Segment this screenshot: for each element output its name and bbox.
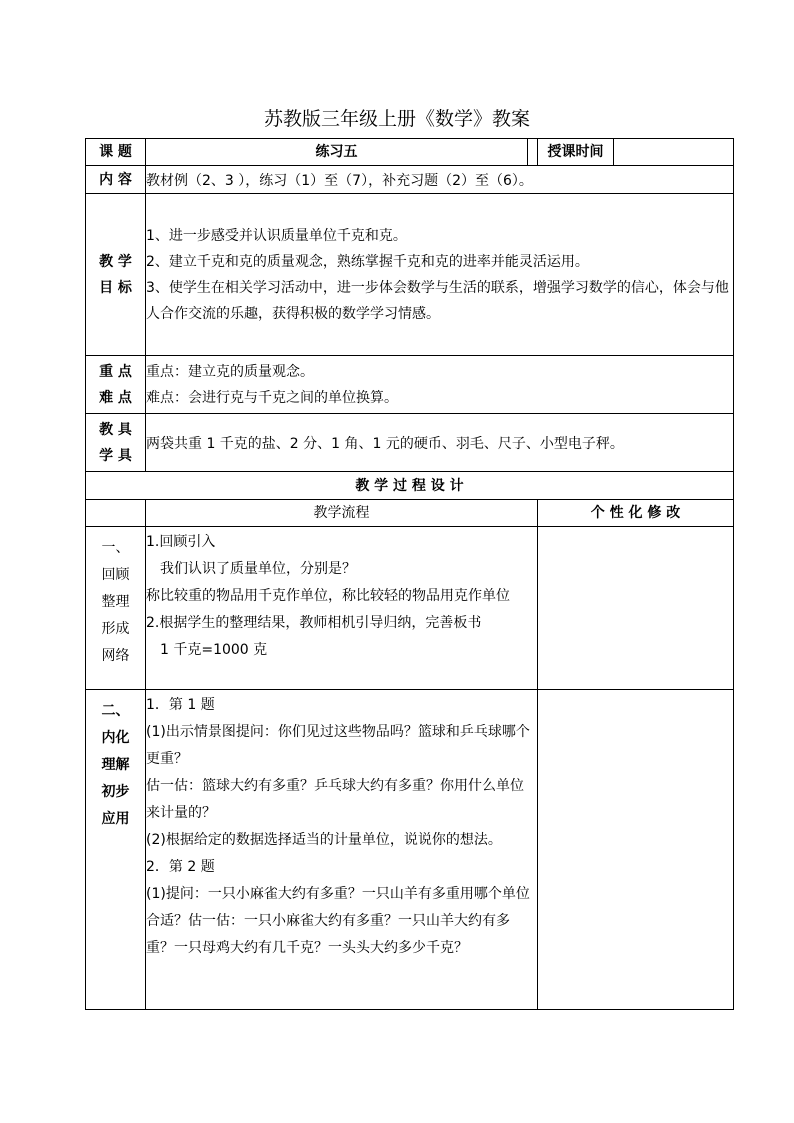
section-2-personal	[538, 690, 734, 1010]
section-label-line: 回顾	[101, 567, 130, 583]
label-tools-line2: 学 具	[99, 447, 132, 464]
label-key-line2: 难 点	[99, 389, 132, 406]
section-label-line: 网络	[101, 648, 130, 664]
section-label-line: 应用	[101, 811, 130, 827]
section-label-line: 形成	[101, 621, 130, 637]
empty-header-cell	[86, 500, 146, 527]
flow-line: 2.根据学生的整理结果，教师相机引导归纳，完善板书	[146, 615, 482, 631]
row-tools	[86, 414, 734, 472]
section-1-personal	[538, 527, 734, 690]
key-point: 重点：建立克的质量观念。	[146, 363, 314, 380]
row-topic	[86, 139, 734, 166]
topic-value: 练习五	[146, 139, 528, 166]
goals-value	[146, 194, 734, 356]
section-2-label	[86, 690, 146, 1010]
flow-line: 估一估：篮球大约有多重？乒乓球大约有多重？你用什么单位来计量的？	[146, 778, 524, 821]
page-title: 苏教版三年级上册《数学》教案	[263, 108, 530, 130]
flow-header: 教学流程	[146, 500, 538, 527]
flow-line: 我们认识了质量单位，分别是？	[146, 561, 356, 577]
label-tools	[86, 414, 146, 472]
flow-line: 1．第 1 题	[146, 697, 215, 713]
row-key-points	[86, 356, 734, 414]
flow-line: 1 千克=1000 克	[146, 642, 268, 658]
section-label-line: 整理	[101, 594, 130, 610]
spacer-cell	[528, 139, 538, 166]
flow-line: (1)出示情景图提问：你们见过这些物品吗？篮球和乒乓球哪个更重？	[146, 724, 530, 767]
row-goals	[86, 194, 734, 356]
goal-item: 2、建立千克和克的质量观念，熟练掌握千克和克的进率并能灵活运用。	[146, 253, 589, 270]
label-key-line1: 重 点	[99, 363, 132, 380]
row-section-1	[86, 527, 734, 690]
flow-line: 称比较重的物品用千克作单位，称比较轻的物品用克作单位	[146, 588, 510, 604]
row-content	[86, 166, 734, 194]
section-label-line: 内化	[101, 730, 130, 746]
label-content: 内 容	[86, 166, 146, 194]
section-1-label	[86, 527, 146, 690]
label-key	[86, 356, 146, 414]
flow-line: 2．第 2 题	[146, 859, 215, 875]
label-goals-line1: 教 学	[99, 253, 132, 270]
label-tools-line1: 教 具	[99, 421, 132, 438]
flow-line: (1)提问：一只小麻雀大约有多重？一只山羊有多重用哪个单位合适？估一估：一只小麻雀大约有多重？一只山羊大约有多重？一只母鸡大约有几千克？一头头大约多少千克？	[146, 886, 530, 956]
label-goals	[86, 194, 146, 356]
difficult-point: 难点：会进行克与千克之间的单位换算。	[146, 389, 398, 406]
section-2-flow	[146, 690, 538, 1010]
label-topic: 课 题	[86, 139, 146, 166]
section-label-line: 一、	[101, 540, 130, 556]
flow-line: (2)根据给定的数据选择适当的计量单位，说说你的想法。	[146, 832, 502, 848]
lesson-plan-table	[85, 138, 734, 1010]
goal-item: 1、进一步感受并认识质量单位千克和克。	[146, 227, 407, 244]
section-label-line: 理解	[101, 757, 130, 773]
row-process-header	[86, 472, 734, 500]
time-value	[614, 139, 734, 166]
goal-item: 3、使学生在相关学习活动中，进一步体会数学与生活的联系，增强学习数学的信心，体会与他人合作交流的乐趣，获得积极的数学学习情感。	[146, 279, 729, 322]
row-column-headers	[86, 500, 734, 527]
label-time: 授课时间	[538, 139, 614, 166]
personal-header: 个 性 化 修 改	[538, 500, 734, 527]
section-label-line: 初步	[101, 784, 130, 800]
process-header: 教 学 过 程 设 计	[86, 472, 734, 500]
key-points-value	[146, 356, 734, 414]
content-value: 教材例（2、3 ），练习（1）至（7），补充习题（2）至（6）。	[146, 166, 734, 194]
tools-value: 两袋共重 1 千克的盐、2 分、1 角、1 元的硬币、羽毛、尺子、小型电子秤。	[146, 414, 734, 472]
section-1-flow	[146, 527, 538, 690]
section-label-line: 二、	[101, 703, 130, 719]
flow-line: 1.回顾引入	[146, 534, 216, 550]
label-goals-line2: 目 标	[99, 279, 132, 296]
row-section-2	[86, 690, 734, 1010]
